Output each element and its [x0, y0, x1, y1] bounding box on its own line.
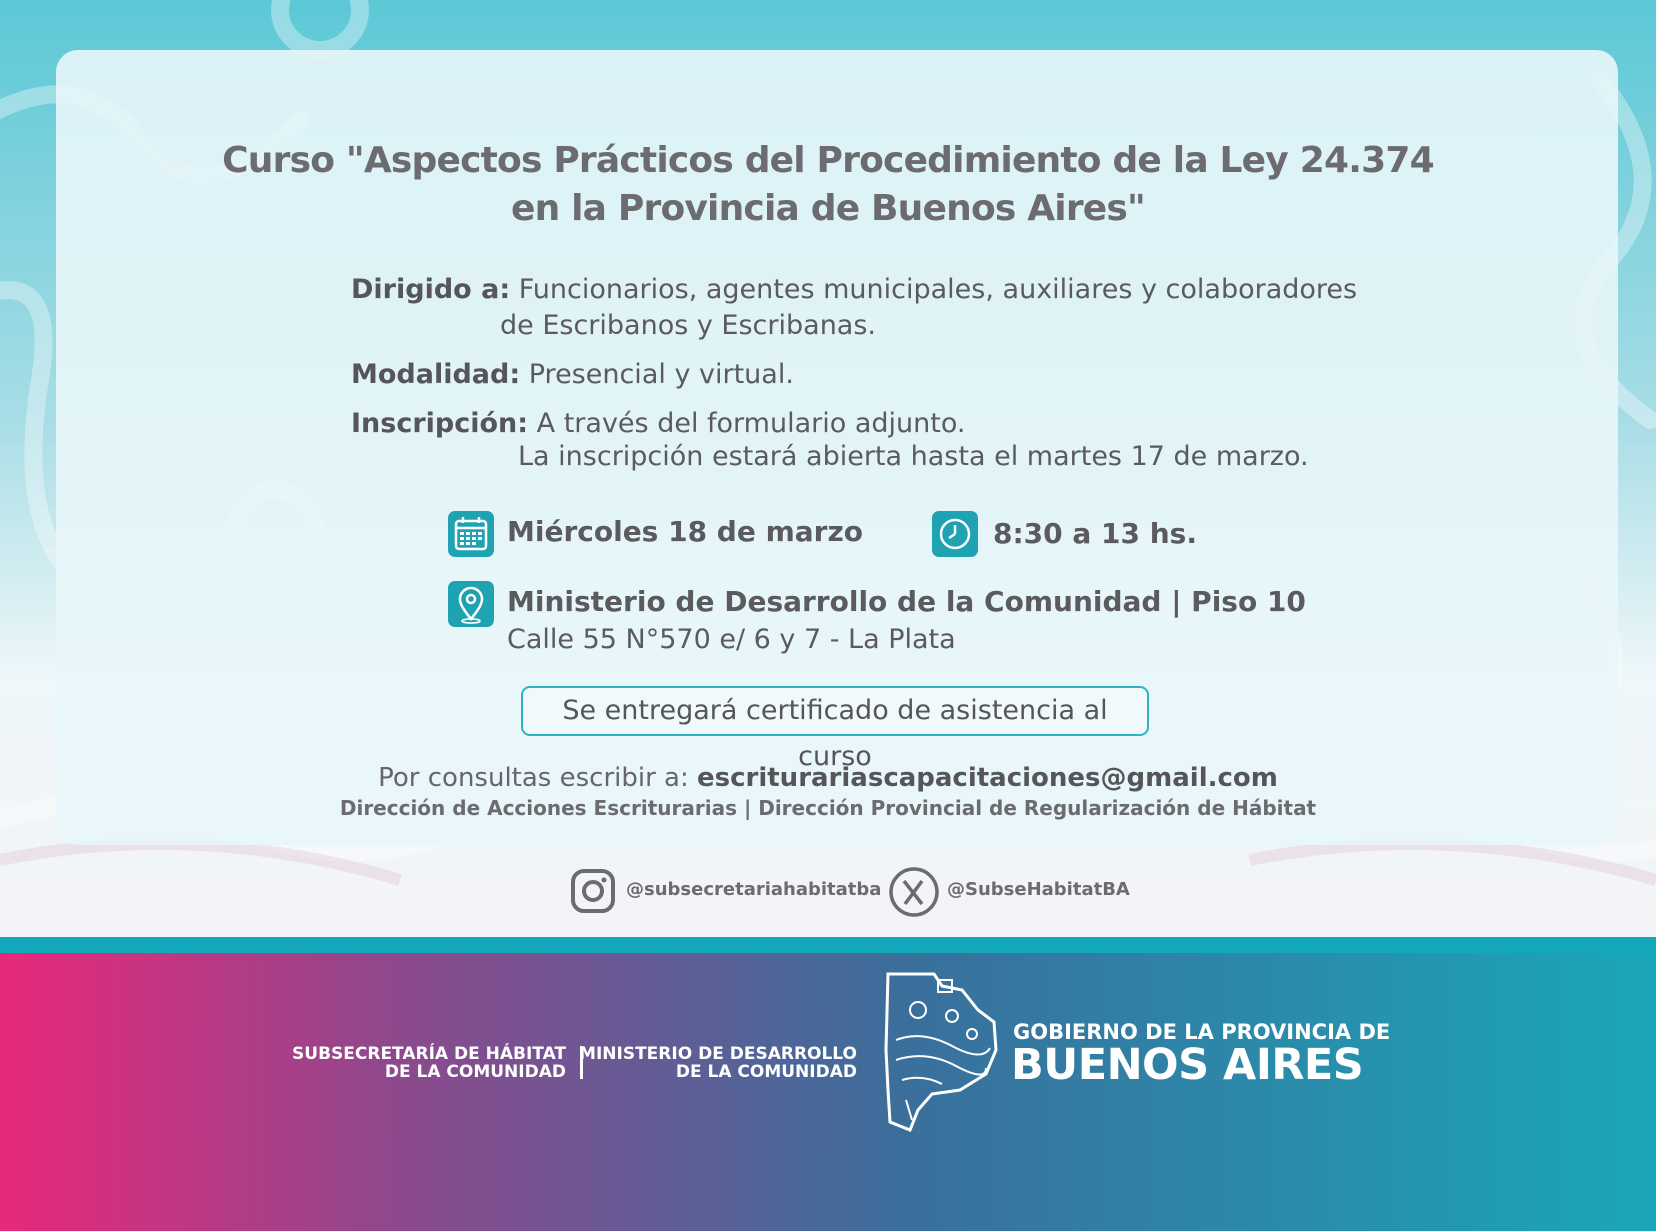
- subsecretaria-line1: SUBSECRETARÍA DE HÁBITAT: [292, 1044, 566, 1064]
- location-pin-icon: [448, 581, 494, 627]
- modalidad-row: [351, 359, 794, 390]
- calendar-icon: [448, 511, 494, 557]
- contact-line: [0, 763, 1656, 793]
- dirigido-value-continued: de Escribanos y Escribanas.: [500, 310, 876, 341]
- course-time: 8:30 a 13 hs.: [993, 517, 1197, 550]
- dirigido-row: [351, 274, 1357, 305]
- inscripcion-value: A través del formulario adjunto.: [536, 408, 966, 439]
- course-date: Miércoles 18 de marzo: [507, 515, 864, 548]
- subsecretaria-line2: DE LA COMUNIDAD: [384, 1062, 566, 1082]
- course-title-line2: en la Provincia de Buenos Aires": [510, 188, 1146, 229]
- gobierno-line2: BUENOS AIRES: [1011, 1040, 1364, 1090]
- course-title-line1: Curso "Aspectos Prácticos del Procedimiento de la Ley 24.374: [222, 140, 1434, 181]
- directions-line: [0, 796, 1656, 820]
- instagram-icon[interactable]: [568, 866, 618, 916]
- clock-icon: [932, 511, 978, 557]
- footer-banner: [0, 953, 1656, 1231]
- direction-2: Dirección Provincial de Regularización de Hábitat: [758, 796, 1317, 820]
- location-address: Calle 55 N°570 e/ 6 y 7 - La Plata: [507, 624, 956, 655]
- province-map-logo: [882, 970, 1000, 1132]
- certificate-notice: Se entregará certificado de asistencia al curso: [521, 686, 1149, 736]
- dirigido-value: Funcionarios, agentes municipales, auxiliares y colaboradores: [518, 274, 1358, 305]
- footer-stripe: [0, 937, 1656, 953]
- ministerio-line1: MINISTERIO DE DESARROLLO: [579, 1044, 857, 1064]
- inscripcion-label: Inscripción:: [351, 408, 529, 439]
- subsecretaria-label: [292, 1045, 566, 1081]
- ministerio-label: [579, 1045, 857, 1081]
- direction-1: Dirección de Acciones Escriturarias: [339, 796, 737, 820]
- x-icon[interactable]: [888, 866, 940, 918]
- contact-prefix: Por consultas escribir a:: [378, 763, 689, 793]
- inscripcion-value-continued: La inscripción estará abierta hasta el martes 17 de marzo.: [518, 441, 1309, 472]
- gobierno-line1: GOBIERNO DE LA PROVINCIA DE: [1013, 1020, 1391, 1044]
- dirigido-label: Dirigido a:: [351, 274, 511, 305]
- ministerio-line2: DE LA COMUNIDAD: [675, 1062, 857, 1082]
- modalidad-label: Modalidad:: [351, 359, 521, 390]
- x-handle[interactable]: @SubseHabitatBA: [947, 879, 1130, 900]
- contact-email[interactable]: escriturariascapacitaciones@gmail.com: [697, 763, 1278, 793]
- location-place: Ministerio de Desarrollo de la Comunidad | Piso 10: [507, 585, 1306, 618]
- direction-separator: |: [743, 796, 752, 820]
- inscripcion-row: [351, 408, 965, 439]
- instagram-handle[interactable]: @subsecretariahabitatba: [626, 879, 882, 900]
- modalidad-value: Presencial y virtual.: [528, 359, 794, 390]
